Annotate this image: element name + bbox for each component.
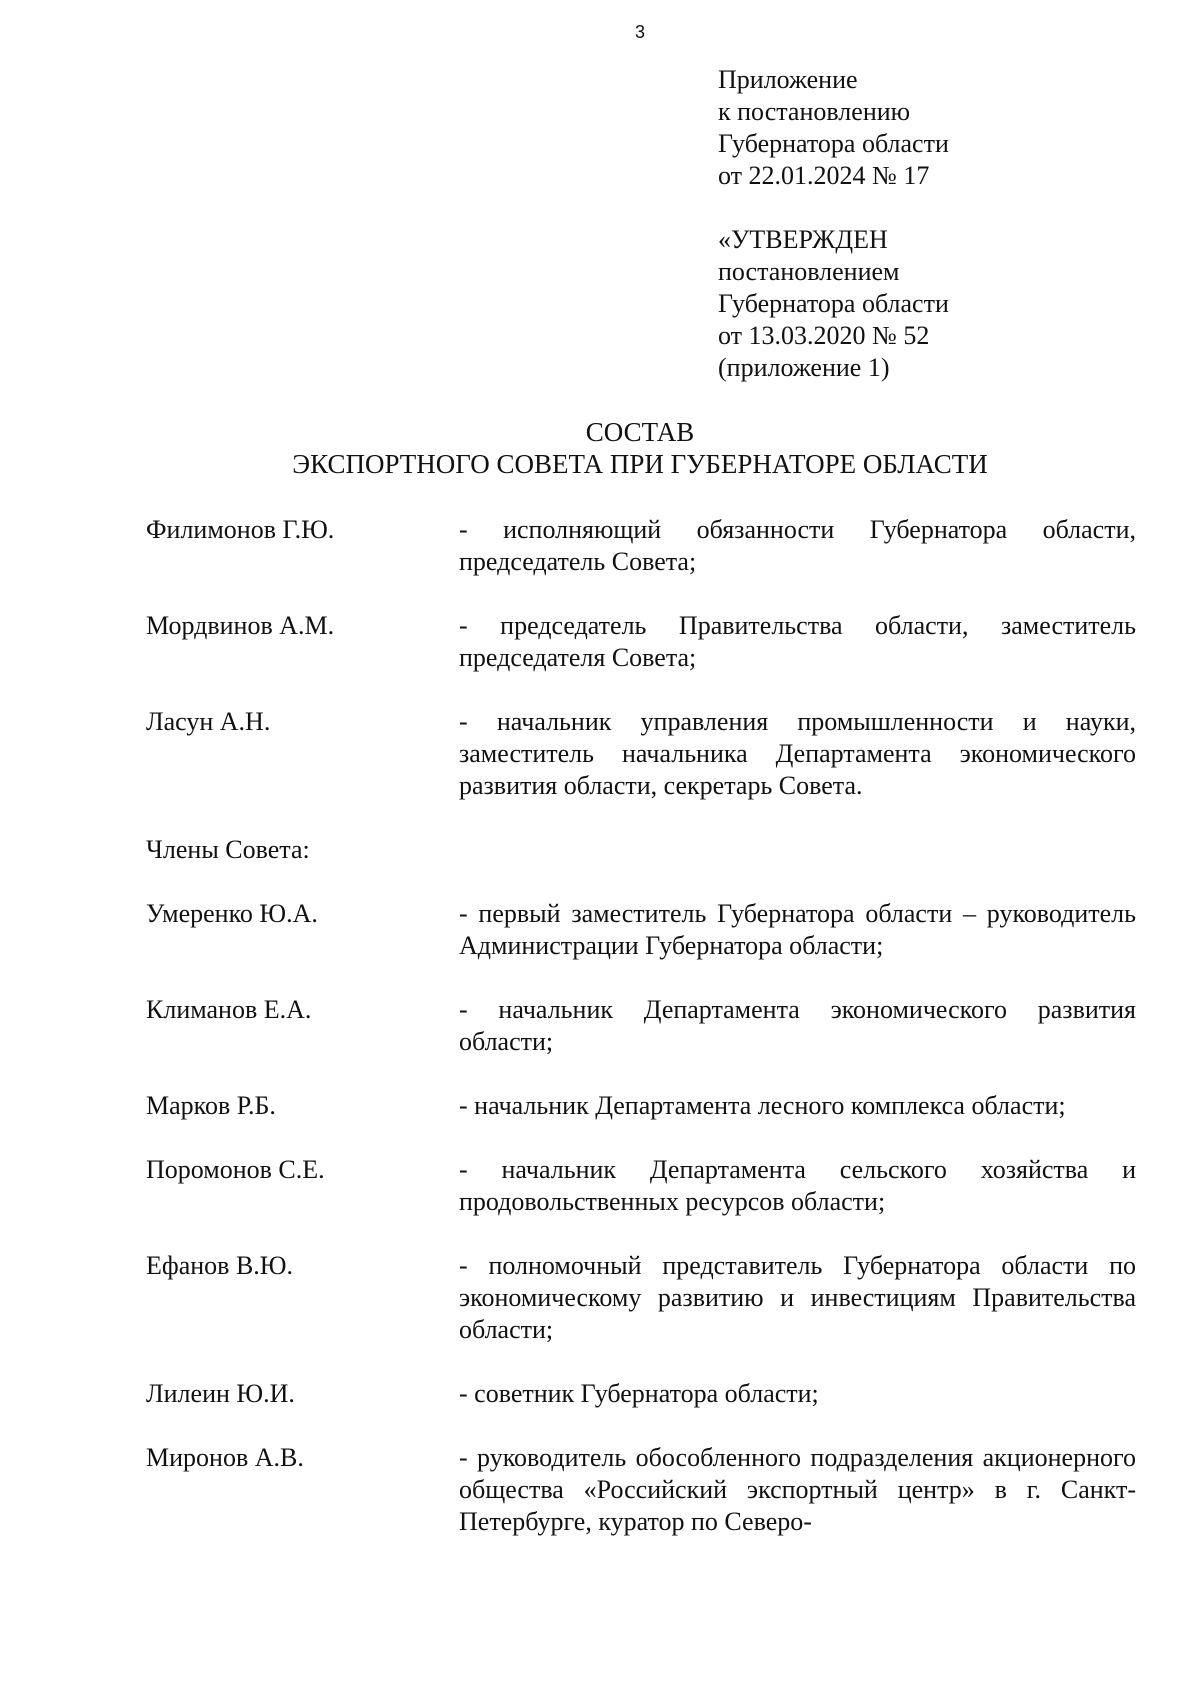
member-row	[146, 1154, 1136, 1218]
title-line-2: ЭКСПОРТНОГО СОВЕТА ПРИ ГУБЕРНАТОРЕ ОБЛАСТИ	[292, 449, 988, 479]
appendix-reference	[718, 64, 949, 192]
document-title	[0, 416, 1200, 480]
title-line-1: СОСТАВ	[585, 417, 695, 447]
members-header: Члены Совета:	[146, 835, 310, 864]
approval-line: Губернатора области	[718, 289, 949, 318]
member-row	[146, 1090, 1136, 1122]
member-role: - начальник Департамента лесного комплекса области;	[459, 1091, 1066, 1120]
member-role: - председатель Правительства области, заместитель председателя Совета;	[459, 611, 1136, 672]
member-role: - советник Губернатора области;	[459, 1379, 819, 1408]
member-role: - руководитель обособленного подразделения акционерного общества «Российский экспортный центр» в г. Санкт-Петербурге, куратор по Северо-	[459, 1443, 1136, 1536]
appendix-line: Губернатора области	[718, 129, 949, 158]
member-name: Ласун А.Н.	[146, 707, 271, 736]
member-role: - исполняющий обязанности Губернатора области, председатель Совета;	[459, 515, 1136, 576]
approval-line: постановлением	[718, 257, 900, 286]
member-role: - начальник Департамента экономического развития области;	[459, 995, 1136, 1056]
member-role: - первый заместитель Губернатора области – руководитель Администрации Губернатора области;	[459, 899, 1136, 960]
appendix-line: от 22.01.2024 № 17	[718, 161, 930, 190]
member-name: Марков Р.Б.	[146, 1091, 276, 1120]
member-name: Мордвинов А.М.	[146, 611, 335, 640]
member-name: Лилеин Ю.И.	[146, 1379, 295, 1408]
approval-line: (приложение 1)	[718, 353, 890, 382]
approval-line: «УТВЕРЖДЕН	[718, 225, 888, 254]
member-row	[146, 1378, 1136, 1410]
leadership-row	[146, 610, 1136, 674]
member-row	[146, 898, 1136, 962]
leadership-row	[146, 706, 1136, 802]
member-row	[146, 1442, 1136, 1538]
member-name: Поромонов С.Е.	[146, 1155, 325, 1184]
member-role: - начальник управления промышленности и науки, заместитель начальника Департамента экономического развития области, секретарь Совета.	[459, 707, 1136, 800]
member-name: Умеренко Ю.А.	[146, 899, 318, 928]
appendix-line: к постановлению	[718, 97, 911, 126]
approval-line: от 13.03.2020 № 52	[718, 321, 930, 350]
approval-stamp	[718, 224, 949, 384]
member-row	[146, 994, 1136, 1058]
member-role: - полномочный представитель Губернатора области по экономическому развитию и инвестициям Правительства области;	[459, 1251, 1136, 1344]
page-number: 3	[634, 22, 645, 42]
member-row	[146, 1250, 1136, 1346]
member-role: - начальник Департамента сельского хозяйства и продовольственных ресурсов области;	[459, 1155, 1136, 1216]
member-name: Филимонов Г.Ю.	[146, 515, 335, 544]
member-name: Климанов Е.А.	[146, 995, 312, 1024]
council-composition	[146, 514, 1136, 1538]
appendix-line: Приложение	[718, 65, 858, 94]
member-name: Ефанов В.Ю.	[146, 1251, 294, 1280]
leadership-row	[146, 514, 1136, 578]
member-name: Миронов А.В.	[146, 1443, 304, 1472]
